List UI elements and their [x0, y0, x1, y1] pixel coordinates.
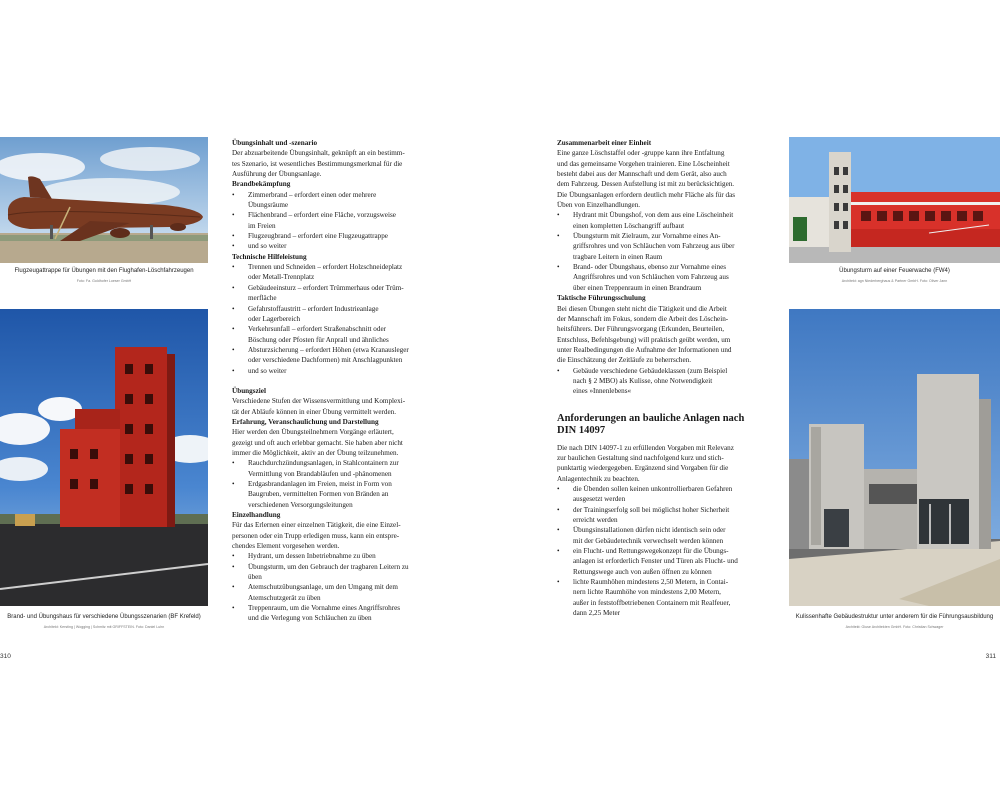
list-technische-hilfeleistung — [232, 262, 444, 376]
line: die Einschätzung der Zeitläufe zu beherrschen. — [557, 356, 692, 365]
line: zur baulichen Gestaltung sind nachfolgend kurz und stich- — [557, 453, 724, 462]
line: und so weiter — [248, 242, 287, 251]
list-item — [232, 324, 444, 345]
list-item — [232, 603, 444, 624]
list-item — [232, 283, 444, 304]
line: Anlagentechnik zu beachten. — [557, 474, 640, 483]
line: Verkehrsunfall – erfordert Straßenabschnitt oder — [248, 325, 387, 334]
line: unter Realbedingungen die Aufnahme der Informationen und — [557, 345, 732, 354]
right-text-column — [557, 138, 769, 618]
line: ein Flucht- und Rettungswegekonzept für die Übungs- — [573, 547, 729, 556]
line: oder Lagerbereich — [248, 314, 301, 323]
heading-uebungsziel: Übungsziel — [232, 386, 266, 395]
line: verschiedenen Versorgungsleitungen — [248, 500, 353, 509]
line: dem Fahrzeug. Dessen Aufstellung ist mit zu berücksichtigen. — [557, 180, 735, 189]
spacer — [232, 376, 444, 386]
list-item — [557, 577, 769, 618]
line: heitsführers. Der Führungsvorgang (Erkunden, Beurteilen, — [557, 325, 725, 334]
para-anforderungen — [557, 443, 769, 484]
list-item — [232, 304, 444, 325]
line: oder Metall-Trennplatz — [248, 273, 315, 282]
para-uebungsziel — [232, 396, 444, 417]
line: DIN 14097 — [557, 424, 606, 436]
line: Übungsinstallationen dürfen nicht identisch sein oder — [573, 526, 726, 535]
line: dann 2,25 Meter — [573, 609, 620, 618]
line: merfläche — [248, 294, 277, 303]
line: tät der Abläufe können in einer Übung vermittelt werden. — [232, 407, 396, 416]
line: Übungsturm, um den Gebrauch der tragbaren Leitern zu — [248, 562, 409, 571]
list-item — [232, 366, 444, 376]
line: erreicht werden — [573, 516, 618, 524]
list-item — [232, 345, 444, 366]
line: ausgesetzt werden — [573, 495, 626, 504]
photo3-credit: Architekt: agn Niederberghaus & Partner GmbH. Foto: Oliver Jann — [841, 279, 948, 283]
page-number-right: 311 — [985, 653, 996, 660]
line: personen oder ein Trupp erledigen muss, kann ein entspre- — [232, 531, 400, 540]
line: immer die Möglichkeit, aktiv an der Übung teilzunehmen. — [232, 448, 399, 457]
photo-aircraft-mockup — [0, 137, 208, 263]
line: Bei diesen Übungen steht nicht die Tätigkeit und die Arbeit — [557, 304, 727, 313]
list-item — [232, 210, 444, 231]
line: der Trainingserfolg soll bei möglichst hoher Sicherheit — [573, 505, 730, 514]
list-item — [232, 190, 444, 211]
line: Erdgasbrandanlagen im Freien, meist in Form von — [248, 480, 392, 488]
line: nach § 2 MBO) als Kulisse, ohne Notwendigkeit — [573, 376, 713, 385]
line: Absturzsicherung – erfordert Höhen (etwa Kranausleger — [248, 345, 409, 354]
line: Vermittlung von Brandabläufen und -phänomenen — [248, 469, 392, 478]
para-einzelhandlung — [232, 520, 444, 551]
line: eines »Innenlebens« — [573, 387, 632, 396]
spacer — [557, 397, 769, 409]
line: die Übenden sollen keinen unkontrollierbaren Gefahren — [573, 484, 733, 493]
photo-concrete-structure — [789, 309, 1000, 606]
line: und die Verlegung von Schläuchen zu üben — [248, 614, 372, 623]
list-anforderungen — [557, 484, 769, 618]
list-item — [557, 525, 769, 546]
photo1-caption: Flugzeugattrappe für Übungen mit den Flughafen-Löschfahrzeugen — [14, 268, 194, 274]
line: Der abzuarbeitende Übungsinhalt, geknüpft an ein bestimm- — [232, 149, 405, 158]
line: nern lichte Raumhöhe von mindestens 2,00 Metern, — [573, 588, 721, 597]
line: gezeigt und oft auch erlebbar gemacht. Sie haben aber nicht — [232, 438, 403, 447]
line: Gefahrstoffaustritt – erfordert Industrieanlage — [248, 304, 379, 313]
para-uebungsinhalt — [232, 148, 444, 179]
list-item — [557, 210, 769, 231]
line: Trennen und Schneiden – erfordert Holzschneideplatz — [248, 263, 403, 272]
line: Rauchdurchzündungsanlagen, in Stahlcontainern zur — [248, 459, 399, 468]
heading-erfahrung: Erfahrung, Veranschaulichung und Darstellung — [232, 417, 379, 426]
line: Übungsturm mit Zielraum, zur Vornahme eines An- — [573, 232, 721, 241]
list-taktische-fuehrungsschulung — [557, 366, 769, 397]
line: und das gemeinsame Vorgehen trainieren. Eine Löscheinheit — [557, 159, 730, 168]
line: Brand- oder Übungshaus, ebenso zur Vornahme eines — [573, 263, 727, 272]
line: lichte Raumhöhen mindestens 2,50 Metern, in Contai- — [573, 578, 729, 587]
photo2-credit: Architekt: Kersting | Wogging | Schmitz mit GRIFFSTEIN. Foto: Daniel Luhn — [43, 625, 165, 629]
line: der Mannschaft im Fokus, sondern die Arbeit des Löschein- — [557, 314, 729, 323]
line: Rettungswege auch von außen öffnen zu können — [573, 567, 712, 576]
list-item — [232, 241, 444, 251]
list-item — [557, 262, 769, 293]
line: Gebäudeeinsturz – erfordert Trümmerhaus oder Trüm- — [248, 283, 404, 292]
line: Eine ganze Löschstaffel oder -gruppe kann ihre Entfaltung — [557, 149, 725, 158]
line: mit der Gebäudetechnik verwechselt werden können — [573, 536, 724, 545]
list-item — [232, 551, 444, 561]
line: üben — [248, 573, 262, 582]
photo1-credit: Foto: Fa. Goldhofer Loeser GmbH — [76, 279, 132, 283]
list-einzelhandlung — [232, 551, 444, 623]
line: punktartig wiedergegeben. Ergänzend sind Vorgaben für die — [557, 464, 729, 473]
line: Üben von Einzelhandlungen. — [557, 201, 641, 210]
list-item — [557, 505, 769, 526]
list-item — [232, 231, 444, 241]
list-item — [557, 484, 769, 505]
line: chendes Element vorgesehen werden. — [232, 542, 340, 551]
heading-technische-hilfeleistung: Technische Hilfeleistung — [232, 252, 307, 261]
photo2-caption: Brand- und Übungshaus für verschiedene Übungsszenarien (BF Krefeld) — [7, 614, 201, 620]
line: Zimmerbrand – erfordert einen oder mehrere — [248, 190, 377, 199]
page-number-left: 310 — [0, 653, 11, 660]
heading-taktische-fuehrungsschulung: Taktische Führungsschulung — [557, 294, 646, 303]
list-item — [557, 366, 769, 397]
line: tragbare Leitern in einen Raum — [573, 252, 663, 261]
heading-einzelhandlung: Einzelhandlung — [232, 511, 281, 520]
list-item — [232, 458, 444, 479]
para-zusammenarbeit — [557, 148, 769, 210]
line: Hydrant, um dessen Inbetriebnahme zu üben — [248, 552, 376, 561]
photo3-caption: Übungsturm auf einer Feuerwache (FW4) — [839, 268, 950, 274]
heading-zusammenarbeit: Zusammenarbeit einer Einheit — [557, 139, 652, 147]
photo4-credit: Architekt: Giuse Architekten GmbH. Foto: Christian Schwager — [845, 625, 944, 629]
heading-uebungsinhalt: Übungsinhalt und -szenario — [232, 139, 318, 147]
line: außer in feststoffbetriebenen Containern mit Realfeuer, — [573, 598, 731, 607]
line: Verschiedene Stufen der Wissensvermittlung und Komplexi- — [232, 397, 406, 406]
line: Hydrant mit Übungshof, von dem aus eine Löscheinheit — [573, 211, 734, 220]
line: Die Übungsanlagen erfordern deutlich mehr Fläche als für das — [557, 190, 736, 199]
line: besteht dabei aus der Mannschaft und dem Gerät, also auch — [557, 170, 727, 179]
left-text-column — [232, 138, 444, 624]
list-item — [232, 582, 444, 603]
line: im Freien — [248, 221, 276, 230]
list-item — [557, 231, 769, 262]
list-item — [557, 546, 769, 577]
list-item — [232, 262, 444, 283]
line: Flächenbrand – erfordert eine Fläche, vorzugsweise — [248, 211, 396, 220]
list-brandbekaempfung — [232, 190, 444, 252]
heading-anforderungen-din-14097 — [557, 413, 769, 437]
line: einen kompletten Löschangriff aufbaut — [573, 221, 685, 230]
line: Für das Erlernen einer einzelnen Tätigkeit, die eine Einzel- — [232, 521, 401, 530]
line: anlagen ist erforderlich Fenster und Türen als Flucht- und — [573, 557, 738, 566]
list-item — [232, 479, 444, 510]
line: Hier werden den Übungsteilnehmern Vorgänge erläutert, — [232, 428, 394, 437]
line: Entschluss, Befehlsgebung) will praktisch geübt werden, um — [557, 335, 731, 344]
para-erfahrung — [232, 427, 444, 458]
para-taktische-fuehrungsschulung — [557, 304, 769, 366]
line: griffsrohres und von Schläuchen vom Fahrzeug aus über — [573, 242, 735, 251]
list-erfahrung — [232, 458, 444, 510]
line: Atemschutzgerät zu üben — [248, 593, 321, 602]
line: Angriffsrohres und von Schläuchen vom Fahrzeug aus — [573, 273, 729, 282]
line: Die nach DIN 14097-1 zu erfüllenden Vorgaben mit Relevanz — [557, 443, 734, 452]
line: Atemschutzübungsanlage, um den Umgang mit dem — [248, 583, 398, 592]
photo4-caption: Kulissenhafte Gebäudestruktur unter anderem für die Führungsausbildung — [795, 614, 994, 620]
photo-red-training-house — [0, 309, 208, 606]
line: Treppenraum, um die Vornahme eines Angriffsrohres — [248, 604, 401, 613]
line: Böschung oder Pfosten für Anprall und ähnliches — [248, 335, 389, 344]
line: Anforderungen an bauliche Anlagen nach — [557, 412, 745, 424]
line: oder verschiedene Dachformen) mit Anschlagpunkten — [248, 356, 403, 365]
line: und so weiter — [248, 366, 287, 375]
line: Flugzeugbrand – erfordert eine Flugzeugattrappe — [248, 232, 388, 241]
line: Gebäude verschiedene Gebäudeklassen (zum Beispiel — [573, 366, 728, 375]
photo-fire-station-tower — [789, 137, 1000, 263]
line: über einen Treppenraum in einen Brandraum — [573, 283, 702, 292]
list-zusammenarbeit — [557, 210, 769, 293]
line: tes Szenario, ist wesentliches Bestimmungsmerkmal für die — [232, 159, 403, 168]
line: Ausführung der Übungsanlage. — [232, 170, 322, 179]
list-item — [232, 562, 444, 583]
heading-brandbekaempfung: Brandbekämpfung — [232, 180, 291, 189]
line: Übungsräume — [248, 201, 289, 210]
line: Baugruben, vermittelten Formen von Bränden an — [248, 490, 389, 499]
